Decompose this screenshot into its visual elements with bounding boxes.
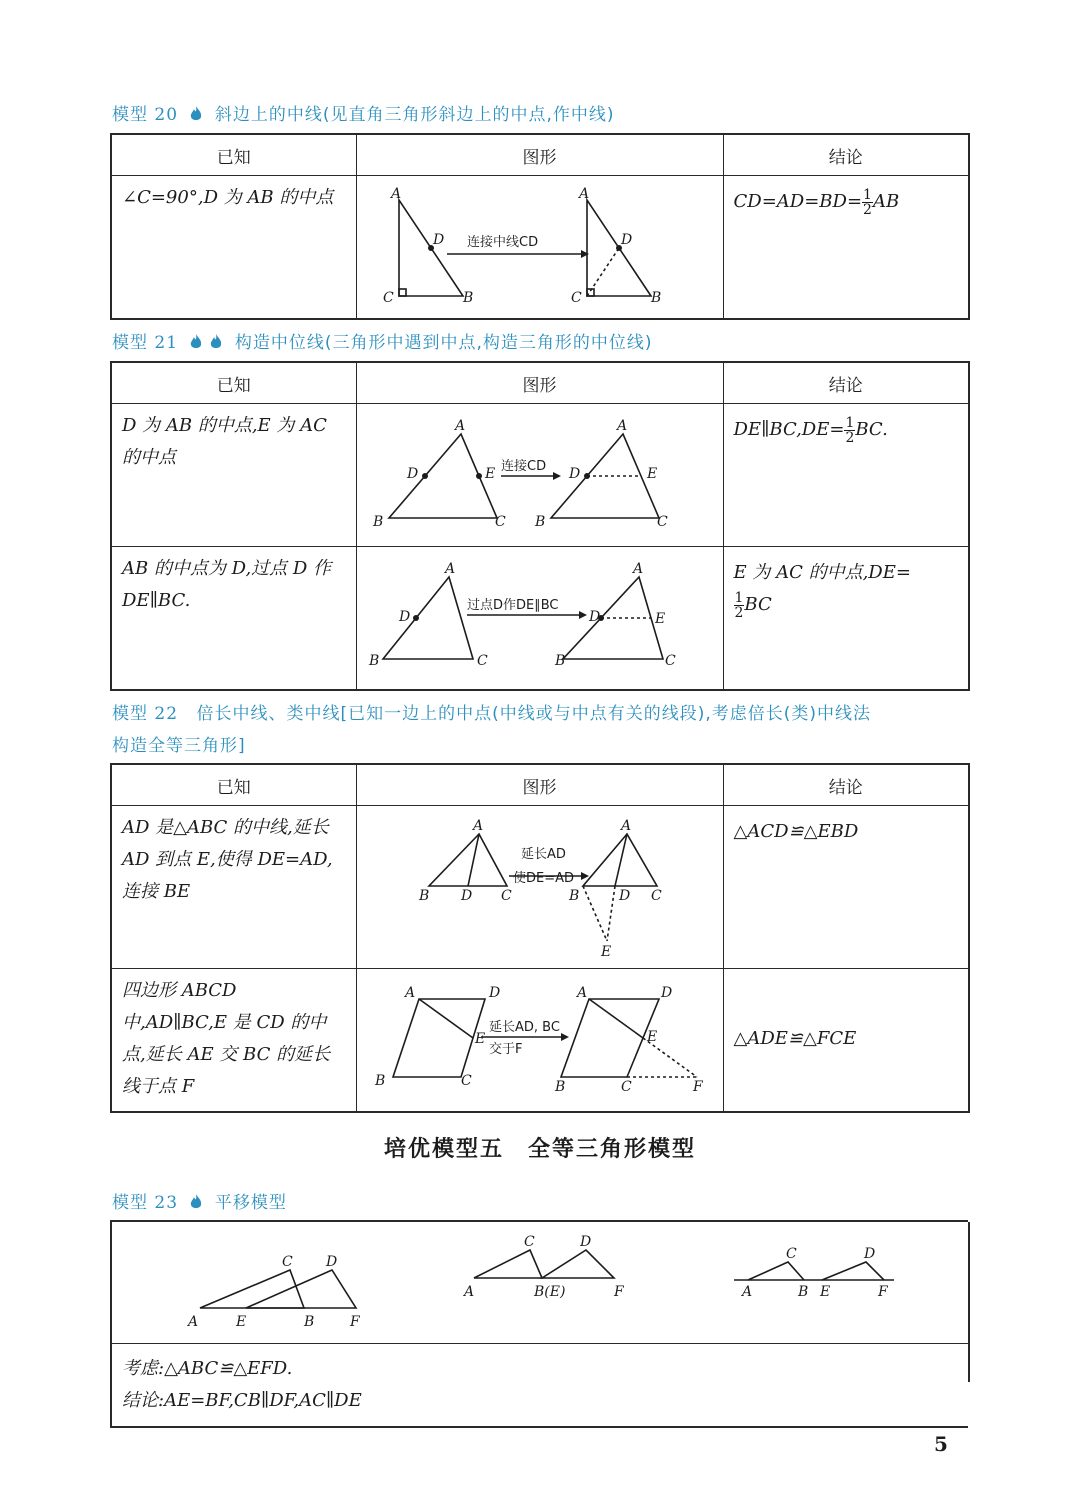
svg-text:F: F (692, 1079, 703, 1095)
box-divider (112, 1343, 968, 1344)
svg-text:A: A (454, 418, 465, 434)
label-B2: B (650, 290, 661, 306)
svg-text:B: B (554, 653, 565, 669)
label-C2: C (570, 290, 582, 306)
svg-text:D: D (460, 888, 472, 904)
svg-text:A: A (404, 985, 415, 1001)
label-D2: D (620, 232, 632, 248)
known-cell: AD 是△ABC 的中线,延长 AD 到点 E,使得 DE=AD,连接 BE (122, 817, 333, 902)
svg-text:C: C (476, 653, 488, 669)
svg-text:E: E (600, 944, 611, 960)
svg-text:E: E (646, 466, 657, 482)
conclusion-cell: E 为 AC 的中点,DE= $\frac{1}{2}$ BC (733, 562, 911, 621)
conclusion-text: 结论:AE=BF,CB∥DF,AC∥DE (122, 1390, 362, 1411)
svg-text:D: D (488, 985, 500, 1001)
svg-text:C: C (620, 1079, 632, 1095)
flame-icon (208, 333, 224, 351)
header-known: 已知 (111, 134, 356, 176)
model-22-title (112, 699, 871, 724)
svg-text:C: C (500, 888, 512, 904)
model-label: 模型 (112, 105, 148, 125)
svg-text:A: A (576, 985, 587, 1001)
svg-text:A: A (742, 1284, 753, 1300)
known-cell: D 为 AB 的中点,E 为 AC 的中点 (122, 415, 327, 468)
model-20-table (110, 133, 970, 320)
label-A: A (390, 186, 401, 202)
model-21-table (110, 361, 970, 691)
svg-text:C: C (656, 514, 668, 530)
arrow-label-2: 交于F (488, 1042, 522, 1057)
arrow-label-1: 延长AD (520, 847, 566, 862)
svg-text:C: C (664, 653, 676, 669)
svg-text:F: F (350, 1314, 360, 1330)
model-label: 模型 (112, 704, 148, 724)
svg-text:D: D (588, 609, 600, 625)
svg-text:B: B (534, 514, 545, 530)
model-title-text: 倍长中线、类中线[已知一边上的中点(中线或与中点有关的线段),考虑倍长(类)中线法 (196, 704, 872, 724)
header-conclusion: 结论 (723, 134, 969, 176)
svg-text:E: E (474, 1031, 485, 1047)
model-23-figures (112, 1222, 968, 1342)
svg-text:D: D (568, 466, 580, 482)
model-20-title (112, 100, 615, 125)
svg-text:B: B (374, 1073, 385, 1089)
header-figure: 图形 (356, 134, 723, 176)
svg-text:C: C (650, 888, 662, 904)
model-23-title (112, 1188, 287, 1213)
known-cell: ∠C=90°,D 为 AB 的中点 (122, 187, 334, 208)
svg-text:D: D (618, 888, 630, 904)
svg-text:D: D (326, 1254, 338, 1270)
svg-text:A: A (632, 561, 643, 577)
svg-text:F: F (614, 1284, 624, 1300)
svg-text:B: B (304, 1314, 315, 1330)
model-21-figure-1 (357, 404, 722, 546)
svg-text:E: E (654, 611, 665, 627)
svg-text:A: A (472, 818, 483, 834)
svg-text:E: E (236, 1314, 247, 1330)
svg-text:E: E (484, 466, 495, 482)
known-cell: AB 的中点为 D,过点 D 作 DE∥BC. (122, 558, 332, 611)
svg-text:D: D (406, 466, 418, 482)
model-title-text: 平移模型 (214, 1193, 287, 1213)
arrow-label-1: 延长AD, BC (488, 1020, 560, 1035)
svg-text:A: A (464, 1284, 475, 1300)
svg-text:D: D (660, 985, 672, 1001)
model-22-figure-1 (357, 806, 722, 968)
svg-text:B: B (798, 1284, 809, 1300)
flame-icon (188, 105, 204, 123)
header-known: 已知 (111, 764, 356, 806)
model-title-text: 构造中位线(三角形中遇到中点,构造三角形的中位线) (234, 333, 653, 353)
label-BE: B(E) (534, 1284, 566, 1300)
model-number: 21 (154, 333, 179, 353)
svg-text:C: C (524, 1234, 535, 1250)
svg-text:D: D (398, 609, 410, 625)
svg-text:B: B (368, 653, 379, 669)
model-title-text: 斜边上的中线(见直角三角形斜边上的中点,作中线) (214, 105, 615, 125)
header-figure: 图形 (356, 764, 723, 806)
arrow-label: 连接CD (500, 459, 546, 474)
svg-text:B: B (418, 888, 429, 904)
model-20-figure (357, 176, 722, 318)
page-number: 5 (934, 1432, 948, 1456)
svg-text:D: D (864, 1246, 876, 1262)
model-label: 模型 (112, 333, 148, 353)
model-22-title-line2: 构造全等三角形] (112, 736, 246, 756)
arrow-label-2: 使DE=AD (512, 871, 574, 886)
svg-text:B: B (372, 514, 383, 530)
svg-text:A: A (444, 561, 455, 577)
known-cell: 四边形 ABCD 中,AD∥BC,E 是 CD 的中点,延长 AE 交 BC 的延长线于点 F (122, 980, 331, 1097)
svg-text:C: C (282, 1254, 293, 1270)
svg-text:C: C (786, 1246, 797, 1262)
model-22-table (110, 763, 970, 1113)
model-label: 模型 (112, 1193, 148, 1213)
header-figure: 图形 (356, 362, 723, 404)
svg-text:B: B (554, 1079, 565, 1095)
model-21-title (112, 328, 653, 353)
svg-text:A: A (188, 1314, 199, 1330)
header-known: 已知 (111, 362, 356, 404)
box-right-edge (968, 1222, 970, 1382)
consider-text: 考虑:△ABC≌△EFD. (122, 1358, 293, 1379)
svg-text:E: E (646, 1029, 657, 1045)
model-23-box (110, 1220, 968, 1428)
model-21-figure-2 (357, 547, 722, 689)
label-B: B (462, 290, 473, 306)
svg-text:A: A (616, 418, 627, 434)
conclusion-cell: CD=AD=BD= $\frac{1}{2}$ AB (733, 186, 900, 218)
conclusion-cell: DE∥BC,DE= $\frac{1}{2}$ BC. (733, 414, 888, 446)
label-C: C (382, 290, 394, 306)
svg-text:C: C (460, 1073, 472, 1089)
svg-text:E: E (820, 1284, 831, 1300)
svg-text:B: B (568, 888, 579, 904)
model-number: 20 (154, 105, 179, 125)
svg-text:A: A (620, 818, 631, 834)
model-number: 22 (154, 704, 179, 724)
arrow-label: 连接中线CD (466, 235, 538, 250)
arrow-label: 过点D作DE∥BC (466, 598, 559, 613)
model-number: 23 (154, 1193, 179, 1213)
flame-icon (188, 1193, 204, 1211)
flame-icon (188, 333, 204, 351)
conclusion-cell: △ACD≌△EBD (733, 821, 859, 842)
section-title: 培优模型五 全等三角形模型 (383, 1137, 696, 1162)
conclusion-cell: △ADE≌△FCE (733, 1028, 857, 1049)
header-conclusion: 结论 (723, 764, 969, 806)
svg-text:C: C (494, 514, 506, 530)
svg-text:F: F (878, 1284, 888, 1300)
svg-text:D: D (580, 1234, 592, 1250)
label-A2: A (578, 186, 589, 202)
model-22-figure-2 (357, 969, 722, 1111)
header-conclusion: 结论 (723, 362, 969, 404)
label-D: D (432, 232, 444, 248)
